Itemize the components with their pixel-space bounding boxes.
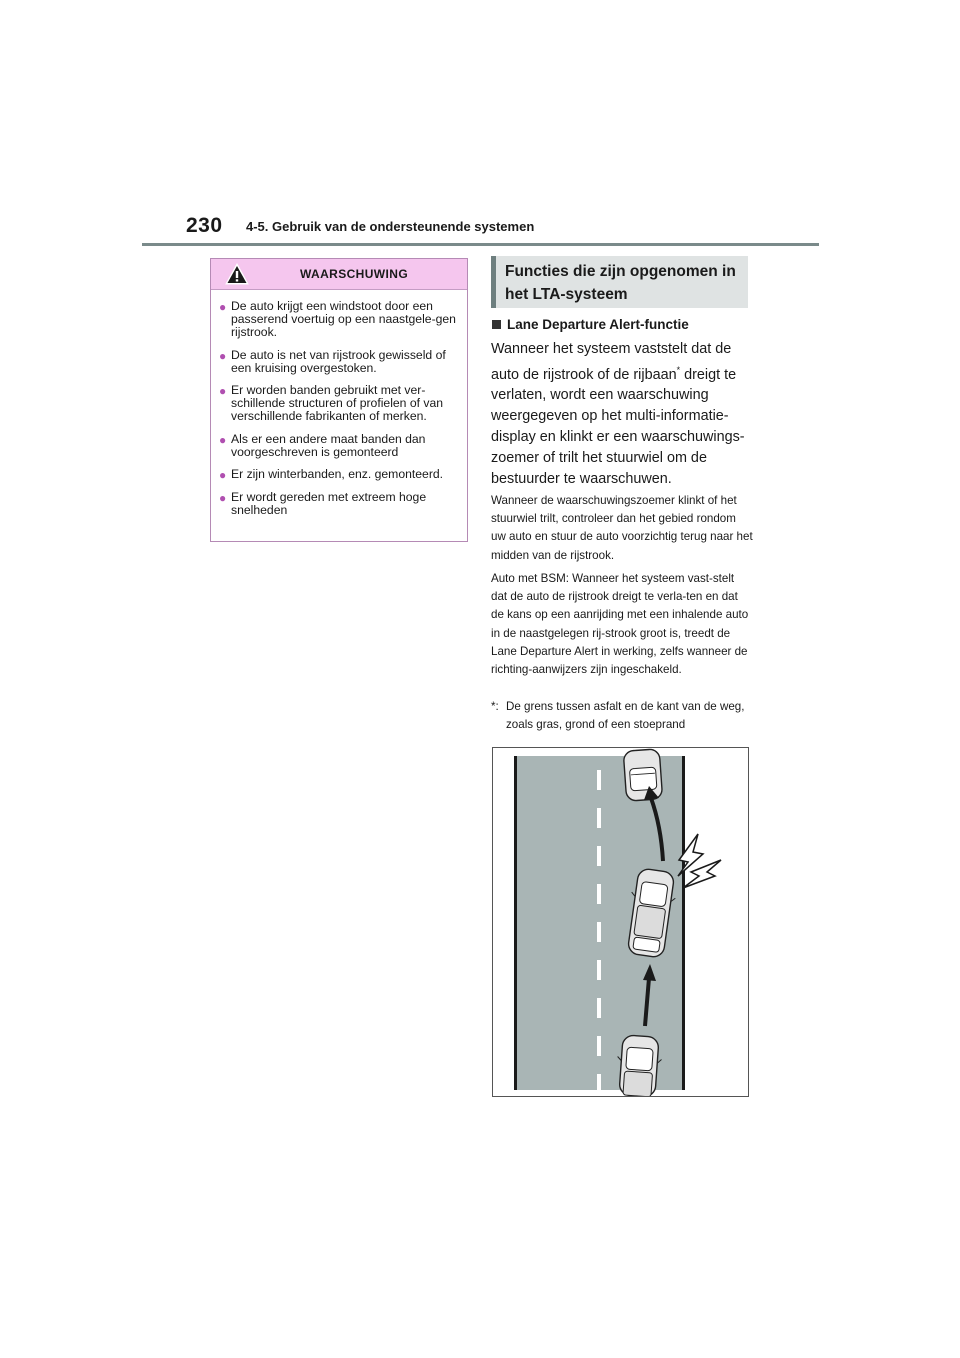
- section-title: 4-5. Gebruik van de ondersteunende systemen: [246, 219, 535, 234]
- page-number: 230: [186, 214, 223, 237]
- warning-triangle-icon: [225, 263, 249, 285]
- warning-list: [211, 290, 467, 518]
- warning-box: [210, 258, 468, 542]
- footnote: [491, 698, 753, 734]
- road-edge-left: [514, 756, 517, 1090]
- header-rule: [142, 243, 819, 246]
- warning-item: ● Er zijn winterbanden, enz. gemonteerd.: [219, 467, 444, 483]
- bullet-icon: ●: [219, 432, 227, 447]
- square-bullet-icon: [492, 320, 501, 329]
- intro-paragraph: Wanneer het systeem vaststelt dat de auto de rijstrook of de rijbaan* dreigt te verlaten, wordt een waarschuwing weergegeven op het multi-informatie-display en klinkt er een waarschuwings-zoemer of trilt het stuurwiel om de bestuurder te waarschuwen.: [491, 341, 745, 487]
- car-bottom: [615, 1035, 663, 1096]
- bullet-icon: ●: [219, 300, 227, 314]
- warning-item: ● De auto krijgt een windstoot door een passerend voertuig op een naastgele-gen rijstrook.: [219, 299, 456, 340]
- subheading: [492, 317, 689, 332]
- subheading-text: Lane Departure Alert-functie: [507, 317, 689, 332]
- feature-heading: Functies die zijn opgenomen in het LTA-systeem: [491, 256, 748, 308]
- bullet-icon: ●: [219, 348, 227, 363]
- car-top: [623, 749, 662, 801]
- warning-item: ● Er worden banden gebruikt met ver-schillende structuren of profielen of van verschillende fabrikanten of merken.: [219, 383, 444, 424]
- footnote-text: De grens tussen asfalt en de kant van de weg, zoals gras, grond of een stoeprand: [506, 700, 745, 732]
- warning-item: ● De auto is net van rijstrook gewisseld of een kruising overgestoken.: [219, 347, 446, 375]
- lane-departure-illustration: [492, 747, 749, 1097]
- paragraph-1: Wanneer de waarschuwingszoemer klinkt of het stuurwiel trilt, controleer dan het gebied rondom uw auto en stuur de auto voorzichtig terug naar het midden van de rijstrook.: [491, 494, 753, 562]
- warning-title: WAARSCHUWING: [299, 267, 409, 281]
- lane-departure-diagram: [493, 748, 748, 1096]
- lane-dashes: [597, 770, 601, 1090]
- warning-item: ● Er wordt gereden met extreem hoge snelheden: [219, 490, 427, 518]
- paragraph-2: Auto met BSM: Wanneer het systeem vast-stelt dat de auto de rijstrook dreigt te verla-ten en dat de kans op een aanrijding met een inhalende auto in de naastgelegen rij-strook groot is, treedt de Lane Departure Alert in werking, zelfs wanneer de richting-aanwijzers zijn ingeschakeld.: [491, 572, 749, 677]
- bullet-icon: ●: [219, 468, 227, 483]
- footnote-ref: *: [676, 364, 681, 375]
- road-edge-right: [682, 756, 685, 1090]
- bullet-icon: ●: [219, 491, 227, 506]
- footnote-mark: *:: [491, 700, 499, 713]
- warning-header: [211, 259, 467, 290]
- bullet-icon: ●: [219, 384, 227, 399]
- warning-item: ● Als er een andere maat banden dan voorgeschreven is gemonteerd: [219, 431, 426, 459]
